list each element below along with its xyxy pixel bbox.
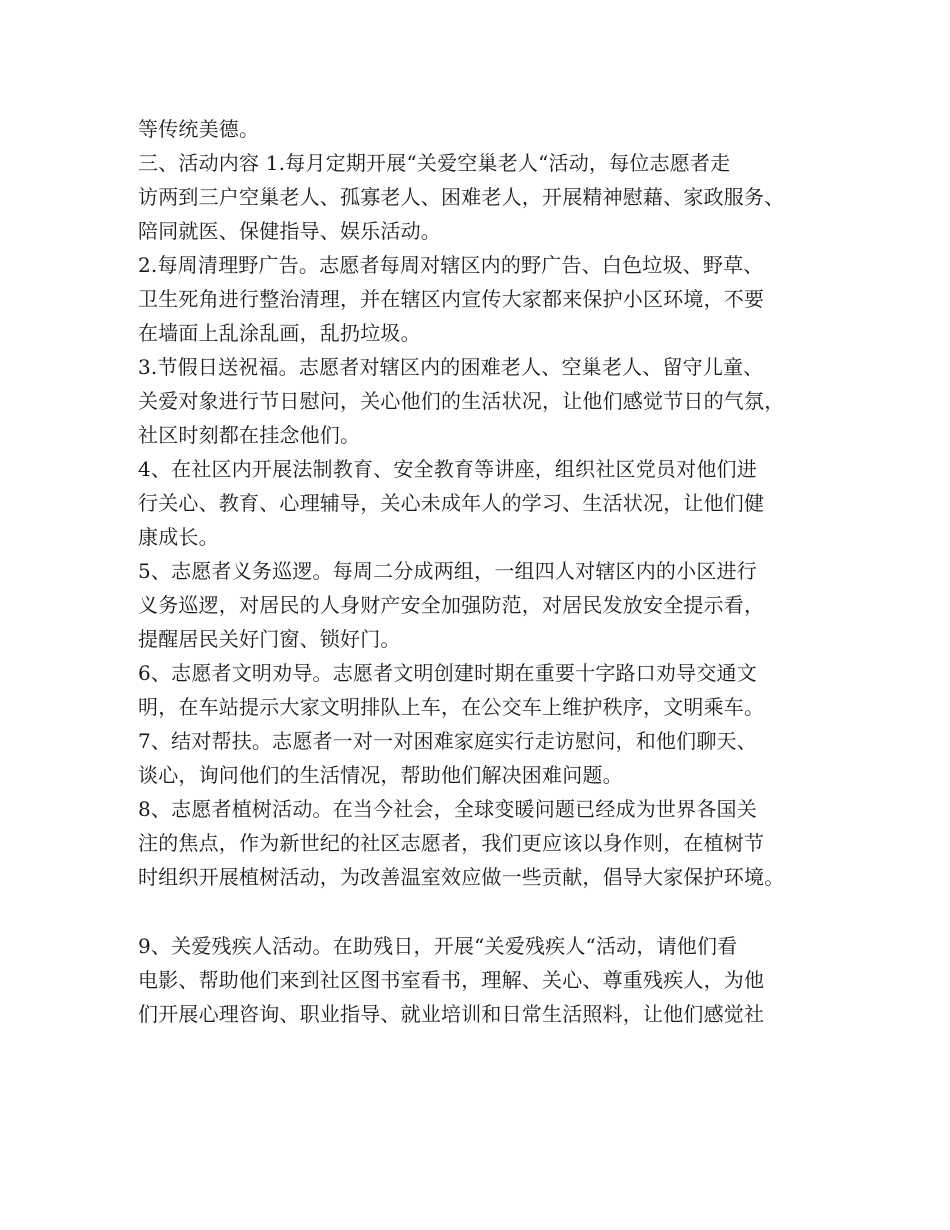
text-line: 康成长。 xyxy=(138,525,219,549)
text-line: 陪同就医、保健指导、娱乐活动。 xyxy=(138,219,441,243)
text-line: 7、结对帮扶。志愿者一对一对困难家庭实行走访慰问，和他们聊天、 xyxy=(138,729,757,753)
text-line: 关爱对象进行节日慰问，关心他们的生活状况，让他们感觉节日的气氛， xyxy=(138,389,785,413)
text-line: 谈心，询问他们的生活情况，帮助他们解决困难问题。 xyxy=(138,763,623,787)
text-line: 注的焦点，作为新世纪的社区志愿者，我们更应该以身作则，在植树节 xyxy=(138,831,765,855)
text-line: 提醒居民关好门窗、锁好门。 xyxy=(138,627,401,651)
text-line: 明，在车站提示大家文明排队上车，在公交车上维护秩序，文明乘车。 xyxy=(138,695,765,719)
document-body xyxy=(138,112,838,1031)
text-line: 电影、帮助他们来到社区图书室看书，理解、关心、尊重残疾人，为他 xyxy=(138,968,765,992)
text-line: 义务巡逻，对居民的人身财产安全加强防范，对居民发放安全提示看， xyxy=(138,593,765,617)
text-line: 4、在社区内开展法制教育、安全教育等讲座，组织社区党员对他们进 xyxy=(138,457,757,481)
text-line: 3.节假日送祝福。志愿者对辖区内的困难老人、空巢老人、留守儿童、 xyxy=(138,355,764,379)
text-line: 9、关爱残疾人活动。在助残日，开展“关爱残疾人“活动，请他们看 xyxy=(138,934,738,958)
text-line: 2.每周清理野广告。志愿者每周对辖区内的野广告、白色垃圾、野草、 xyxy=(138,253,764,277)
text-line: 等传统美德。 xyxy=(138,117,260,141)
text-line: 在墙面上乱涂乱画，乱扔垃圾。 xyxy=(138,321,421,345)
text-line: 8、志愿者植树活动。在当今社会，全球变暖问题已经成为世界各国关 xyxy=(138,797,757,821)
paragraph-gap xyxy=(138,894,838,929)
text-line: 时组织开展植树活动，为改善温室效应做一些贡献，倡导大家保护环境。 xyxy=(138,865,785,889)
text-line: 社区时刻都在挂念他们。 xyxy=(138,423,361,447)
text-line: 5、志愿者义务巡逻。每周二分成两组，一组四人对辖区内的小区进行 xyxy=(138,559,757,583)
text-line: 卫生死角进行整治清理，并在辖区内宣传大家都来保护小区环境，不要 xyxy=(138,287,765,311)
text-line: 6、志愿者文明劝导。志愿者文明创建时期在重要十字路口劝导交通文 xyxy=(138,661,757,685)
text-line: 三、活动内容 1.每月定期开展“关爱空巢老人“活动，每位志愿者走 xyxy=(138,151,731,175)
text-line: 行关心、教育、心理辅导，关心未成年人的学习、生活状况，让他们健 xyxy=(138,491,765,515)
text-line: 们开展心理咨询、职业指导、就业培训和日常生活照料，让他们感觉社 xyxy=(138,1002,765,1026)
text-line: 访两到三户空巢老人、孤寡老人、困难老人，开展精神慰藉、家政服务、 xyxy=(138,185,785,209)
